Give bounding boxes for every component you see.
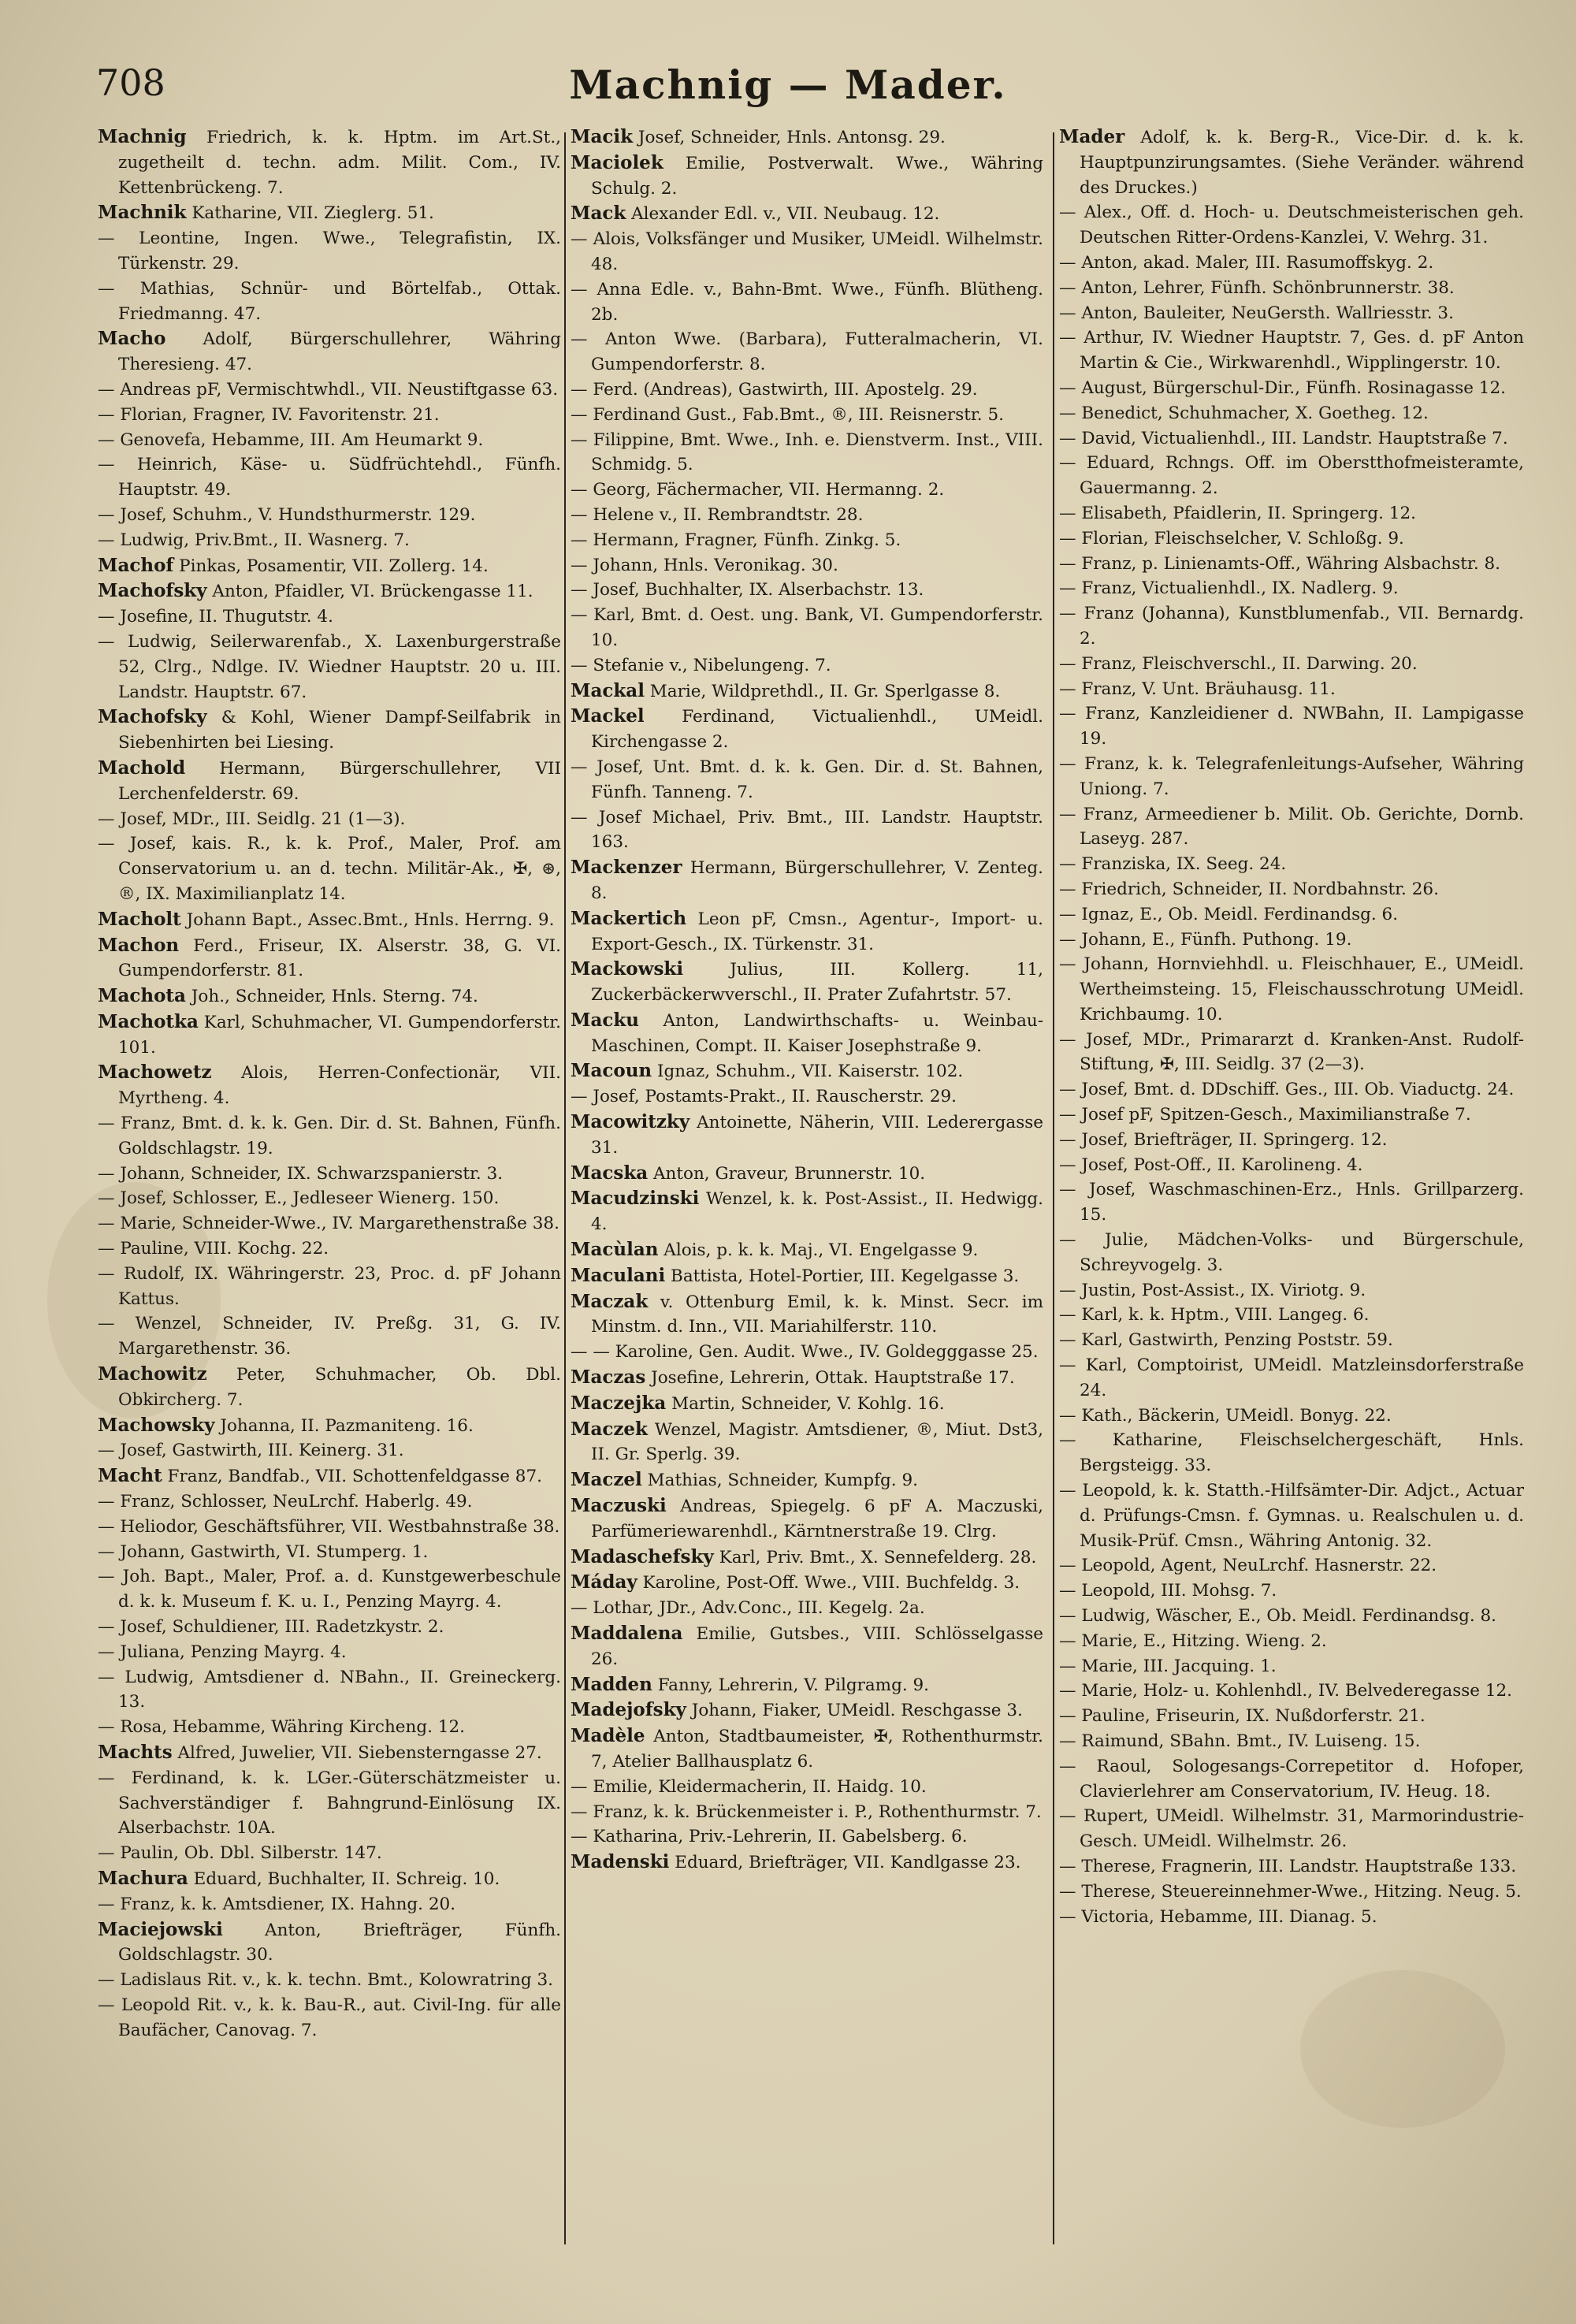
directory-entry: — Florian, Fleischselcher, V. Schloßg. 9. bbox=[1059, 528, 1404, 548]
directory-entry: — August, Bürgerschul-Dir., Fünfh. Rosinagasse 12. bbox=[1059, 377, 1506, 398]
directory-entry: Maczejka Martin, Schneider, V. Kohlg. 16. bbox=[571, 1392, 945, 1414]
column-divider bbox=[564, 132, 566, 2244]
directory-entry: Maciejowski Anton, Briefträger, Fünfh. Goldschlagstr. 30. bbox=[98, 1918, 561, 1965]
directory-entry: — Josefine, II. Thugutstr. 4. bbox=[98, 607, 333, 627]
directory-entry: — Heliodor, Geschäftsführer, VII. Westbahnstraße 38. bbox=[98, 1516, 560, 1537]
directory-entry: — Victoria, Hebamme, III. Dianag. 5. bbox=[1059, 1906, 1377, 1927]
directory-entry: Machof Pinkas, Posamentir, VII. Zollerg. 14. bbox=[98, 554, 489, 576]
directory-entry: Máday Karoline, Post-Off. Wwe., VIII. Buchfeldg. 3. bbox=[571, 1571, 1020, 1593]
directory-entry: — Franz (Johanna), Kunstblumenfab., VII. Bernardg. 2. bbox=[1059, 604, 1524, 649]
directory-entry: — Josef, Schuldiener, III. Radetzkystr. 2. bbox=[98, 1617, 444, 1638]
directory-entry: Machowetz Alois, Herren-Confectionär, VII. Myrtheng. 4. bbox=[98, 1062, 561, 1109]
directory-entry: — Josef, kais. R., k. k. Prof., Maler, Prof. am Conservatorium u. an d. techn. Militär-Ak., ✠, ⊛, ®, IX. Maximilianplatz 14. bbox=[98, 834, 561, 904]
directory-entry: Maddalena Emilie, Gutsbes., VIII. Schlösselgasse 26. bbox=[571, 1623, 1043, 1669]
directory-entry: Machofsky Anton, Pfaidler, VI. Brückengasse 11. bbox=[98, 580, 533, 602]
column-middle bbox=[571, 125, 1043, 2252]
directory-entry: — Benedict, Schuhmacher, X. Goetheg. 12. bbox=[1059, 403, 1429, 423]
directory-entry: — Franz, k. k. Telegrafenleitungs-Aufseher, Währing Uniong. 7. bbox=[1059, 753, 1524, 799]
directory-entry: — Ladislaus Rit. v., k. k. techn. Bmt., Kolowratring 3. bbox=[98, 1970, 553, 1991]
directory-entry: Macska Anton, Graveur, Brunnerstr. 10. bbox=[571, 1162, 926, 1184]
directory-entry: — Marie, Schneider-Wwe., IV. Margarethenstraße 38. bbox=[98, 1214, 559, 1234]
directory-entry: Mackenzer Hermann, Bürgerschullehrer, V. Zenteg. 8. bbox=[571, 857, 1043, 903]
directory-entry: — Andreas pF, Vermischtwhdl., VII. Neustiftgasse 63. bbox=[98, 379, 559, 400]
directory-entry: — Mathias, Schnür- und Börtelfab., Ottak. Friedmanng. 47. bbox=[98, 278, 561, 324]
page-number: 708 bbox=[96, 61, 165, 104]
directory-entry: Madaschefsky Karl, Priv. Bmt., X. Sennefelderg. 28. bbox=[571, 1545, 1037, 1567]
directory-entry: Mack Alexander Edl. v., VII. Neubaug. 12. bbox=[571, 203, 940, 225]
directory-entry: — Rupert, UMeidl. Wilhelmstr. 31, Marmorindustrie-Gesch. UMeidl. Wilhelmstr. 26. bbox=[1059, 1806, 1524, 1852]
directory-entry: Machon Ferd., Friseur, IX. Alserstr. 38, G. VI. Gumpendorferstr. 81. bbox=[98, 934, 561, 981]
directory-entry: Mackertich Leon pF, Cmsn., Agentur-, Import- u. Export-Gesch., IX. Türkenstr. 31. bbox=[571, 907, 1043, 954]
directory-entry: — Joh. Bapt., Maler, Prof. a. d. Kunstgewerbeschule d. k. k. Museum f. K. u. I., Penzing Mayrg. 4. bbox=[98, 1567, 561, 1612]
directory-entry: — Josef, Buchhalter, IX. Alserbachstr. 13. bbox=[571, 580, 924, 601]
directory-entry: Macùlan Alois, p. k. k. Maj., VI. Engelgasse 9. bbox=[571, 1239, 979, 1261]
directory-entry: Macoun Ignaz, Schuhm., VII. Kaiserstr. 102. bbox=[571, 1060, 964, 1082]
directory-entry: — Rudolf, IX. Währingerstr. 23, Proc. d. pF Johann Kattus. bbox=[98, 1263, 561, 1309]
directory-entry: — Ferdinand, k. k. LGer.-Güterschätzmeister u. Sachverständiger f. Bahngrund-Einlösung IX. Alserbachstr. 10A. bbox=[98, 1768, 561, 1839]
directory-entry: — Franz, Victualienhdl., IX. Nadlerg. 9. bbox=[1059, 578, 1399, 599]
directory-entry: — Karl, Comptoirist, UMeidl. Matzleinsdorferstraße 24. bbox=[1059, 1355, 1524, 1400]
directory-entry: Machotka Karl, Schuhmacher, VI. Gumpendorferstr. 101. bbox=[98, 1010, 561, 1058]
page-header bbox=[0, 61, 1576, 132]
directory-entry: Maczel Mathias, Schneider, Kumpfg. 9. bbox=[571, 1469, 918, 1491]
directory-entry: — Johann, Hnls. Veronikag. 30. bbox=[571, 555, 838, 575]
directory-entry: — Franziska, IX. Seeg. 24. bbox=[1059, 854, 1287, 875]
directory-entry: — Josef, Post-Off., II. Karolineng. 4. bbox=[1059, 1155, 1363, 1175]
directory-entry: Macowitzky Antoinette, Näherin, VIII. Lederergasse 31. bbox=[571, 1111, 1043, 1158]
directory-entry: — Genovefa, Hebamme, III. Am Heumarkt 9. bbox=[98, 429, 484, 450]
directory-entry: Macho Adolf, Bürgerschullehrer, Währing Theresieng. 47. bbox=[98, 328, 561, 375]
directory-entry: — Therese, Steuereinnehmer-Wwe., Hitzing. Neug. 5. bbox=[1059, 1881, 1522, 1902]
directory-entry: — Franz, V. Unt. Bräuhausg. 11. bbox=[1059, 679, 1336, 699]
directory-entry: — Heinrich, Käse- u. Südfrüchtehdl., Fünfh. Hauptstr. 49. bbox=[98, 455, 561, 500]
directory-entry: Machowitz Peter, Schuhmacher, Ob. Dbl. Obkircherg. 7. bbox=[98, 1363, 561, 1410]
directory-entry: — Anton Wwe. (Barbara), Futteralmacherin, VI. Gumpendorferstr. 8. bbox=[571, 329, 1043, 375]
directory-entry: — Anton, akad. Maler, III. Rasumoffskyg. 2. bbox=[1059, 252, 1434, 273]
directory-entry: — Anna Edle. v., Bahn-Bmt. Wwe., Fünfh. Blütheng. 2b. bbox=[571, 279, 1043, 325]
directory-entry: — Johann, Gastwirth, VI. Stumperg. 1. bbox=[98, 1541, 429, 1562]
directory-entry: — Wenzel, Schneider, IV. Preßg. 31, G. IV. Margarethenstr. 36. bbox=[98, 1314, 561, 1359]
directory-entry: — Johann, Hornviehhdl. u. Fleischhauer, E., UMeidl. Wertheimsteing. 15, Fleischausschrotung UMeidl. Krichbaumg. 10. bbox=[1059, 954, 1524, 1024]
directory-entry: — Raimund, SBahn. Bmt., IV. Luiseng. 15. bbox=[1059, 1731, 1421, 1751]
directory-entry: Mackowski Julius, III. Kollerg. 11, Zuckerbäckerwverschl., II. Prater Zufahrtstr. 57. bbox=[571, 958, 1043, 1006]
directory-entry: — Ludwig, Wäscher, E., Ob. Meidl. Ferdinandsg. 8. bbox=[1059, 1606, 1497, 1627]
directory-entry: Machofsky & Kohl, Wiener Dampf-Seilfabrik in Siebenhirten bei Liesing. bbox=[98, 706, 561, 753]
directory-entry: — Stefanie v., Nibelungeng. 7. bbox=[571, 655, 831, 675]
directory-entry: — Franz, Bmt. d. k. k. Gen. Dir. d. St. Bahnen, Fünfh. Goldschlagstr. 19. bbox=[98, 1114, 561, 1158]
directory-entry: — Hermann, Fragner, Fünfh. Zinkg. 5. bbox=[571, 530, 901, 550]
directory-entry: — Leopold, Agent, NeuLrchf. Hasnerstr. 22. bbox=[1059, 1556, 1437, 1576]
directory-entry: — Franz, Fleischverschl., II. Darwing. 20. bbox=[1059, 653, 1418, 674]
directory-entry: — Josef, Bmt. d. DDschiff. Ges., III. Ob. Viaductg. 24. bbox=[1059, 1080, 1515, 1100]
directory-entry: — Johann, Schneider, IX. Schwarzspanierstr. 3. bbox=[98, 1163, 504, 1184]
directory-entry: — Florian, Fragner, IV. Favoritenstr. 21. bbox=[98, 404, 440, 425]
directory-entry: — David, Victualienhdl., III. Landstr. Hauptstraße 7. bbox=[1059, 428, 1508, 448]
directory-entry: — Anton, Bauleiter, NeuGersth. Wallriesstr. 3. bbox=[1059, 303, 1454, 323]
directory-entry: — Josef, MDr., III. Seidlg. 21 (1—3). bbox=[98, 809, 406, 829]
directory-entry: Maculani Battista, Hotel-Portier, III. Kegelgasse 3. bbox=[571, 1264, 1020, 1286]
directory-entry: — Franz, p. Linienamts-Off., Währing Alsbachstr. 8. bbox=[1059, 553, 1501, 574]
directory-entry: Machowsky Johanna, II. Pazmaniteng. 16. bbox=[98, 1414, 474, 1436]
directory-entry: — Anton, Lehrer, Fünfh. Schönbrunnerstr. 38. bbox=[1059, 277, 1455, 298]
directory-entry: — Rosa, Hebamme, Währing Kircheng. 12. bbox=[98, 1717, 465, 1738]
directory-entry: — Franz, Schlosser, NeuLrchf. Haberlg. 49. bbox=[98, 1492, 473, 1512]
directory-entry: — Ignaz, E., Ob. Meidl. Ferdinandsg. 6. bbox=[1059, 904, 1399, 924]
directory-entry: — Josef, Postamts-Prakt., II. Rauscherstr. 29. bbox=[571, 1087, 957, 1107]
directory-entry: — Pauline, VIII. Kochg. 22. bbox=[98, 1239, 329, 1259]
directory-entry: Machota Joh., Schneider, Hnls. Sterng. 74. bbox=[98, 985, 478, 1007]
directory-entry: — Raoul, Sologesangs-Correpetitor d. Hofoper, Clavierlehrer am Conservatorium, IV. Heug. 18. bbox=[1059, 1756, 1524, 1802]
directory-entry: — Georg, Fächermacher, VII. Hermanng. 2. bbox=[571, 480, 945, 500]
directory-entry: Madenski Eduard, Briefträger, VII. Kandlgasse 23. bbox=[571, 1851, 1021, 1873]
directory-entry: — Ludwig, Priv.Bmt., II. Wasnerg. 7. bbox=[98, 530, 410, 550]
directory-entry: — Marie, III. Jacquing. 1. bbox=[1059, 1656, 1277, 1676]
directory-entry: Madèle Anton, Stadtbaumeister, ✠, Rothenthurmstr. 7, Atelier Ballhausplatz 6. bbox=[571, 1725, 1043, 1772]
directory-entry: — Josef, MDr., Primararzt d. Kranken-Anst. Rudolf-Stiftung, ✠, III. Seidlg. 37 (2—3). bbox=[1059, 1029, 1524, 1075]
directory-entry: Mackal Marie, Wildprethdl., II. Gr. Sperlgasse 8. bbox=[571, 679, 1001, 701]
directory-entry: — Filippine, Bmt. Wwe., Inh. e. Dienstverm. Inst., VIII. Schmidg. 5. bbox=[571, 429, 1043, 475]
directory-entry: — Leopold, III. Mohsg. 7. bbox=[1059, 1581, 1277, 1601]
directory-entry: — Josef, Gastwirth, III. Keinerg. 31. bbox=[98, 1441, 404, 1461]
directory-entry: — Karl, Bmt. d. Oest. ung. Bank, VI. Gumpendorferstr. 10. bbox=[571, 605, 1043, 650]
directory-entry: — Leopold, k. k. Statth.-Hilfsämter-Dir. Adjct., Actuar d. Prüfungs-Cmsn. f. Gymnas. u. Realschulen u. d. Musik-Prüf. Cmsn., Währing Antonig. 32. bbox=[1059, 1481, 1524, 1551]
directory-entry: — Helene v., II. Rembrandtstr. 28. bbox=[571, 504, 864, 525]
directory-entry: Madejofsky Johann, Fiaker, UMeidl. Reschgasse 3. bbox=[571, 1699, 1023, 1721]
directory-entry: — Franz, k. k. Amtsdiener, IX. Hahng. 20. bbox=[98, 1894, 456, 1914]
directory-entry: Mader Adolf, k. k. Berg-R., Vice-Dir. d. k. k. Hauptpunzirungsamtes. (Siehe Veränder. während des Druckes.) bbox=[1059, 126, 1524, 198]
page-title: Machnig — Mader. bbox=[569, 61, 1007, 108]
directory-entry: — Marie, E., Hitzing. Wieng. 2. bbox=[1059, 1631, 1327, 1651]
column-divider bbox=[1053, 132, 1054, 2244]
directory-entry: — Elisabeth, Pfaidlerin, II. Springerg. 12. bbox=[1059, 503, 1416, 523]
directory-entry: — Paulin, Ob. Dbl. Silberstr. 147. bbox=[98, 1843, 382, 1864]
directory-entry: — Katharina, Priv.-Lehrerin, II. Gabelsberg. 6. bbox=[571, 1827, 968, 1847]
directory-entry: — Pauline, Friseurin, IX. Nußdorferstr. 21. bbox=[1059, 1706, 1425, 1727]
directory-entry: Madden Fanny, Lehrerin, V. Pilgramg. 9. bbox=[571, 1673, 930, 1695]
directory-entry: Macku Anton, Landwirthschafts- u. Weinbau-Maschinen, Compt. II. Kaiser Josephstraße 9. bbox=[571, 1009, 1043, 1056]
directory-entry: — Alois, Volksfänger und Musiker, UMeidl. Wilhelmstr. 48. bbox=[571, 229, 1043, 274]
directory-entry: Macik Josef, Schneider, Hnls. Antonsg. 29. bbox=[571, 126, 946, 147]
directory-entry: — Lothar, JDr., Adv.Conc., III. Kegelg. 2a. bbox=[571, 1598, 925, 1619]
directory-entry: Macudzinski Wenzel, k. k. Post-Assist., II. Hedwigg. 4. bbox=[571, 1188, 1043, 1235]
directory-entry: Macholt Johann Bapt., Assec.Bmt., Hnls. Herrng. 9. bbox=[98, 908, 555, 930]
directory-entry: — Johann, E., Fünfh. Puthong. 19. bbox=[1059, 929, 1352, 950]
directory-entry: — Friedrich, Schneider, II. Nordbahnstr. 26. bbox=[1059, 879, 1439, 899]
directory-entry: Maczak v. Ottenburg Emil, k. k. Minst. Secr. im Minstm. d. Inn., VII. Mariahilferstr. 110. bbox=[571, 1290, 1043, 1337]
column-left bbox=[98, 125, 561, 2252]
directory-entry: — Emilie, Kleidermacherin, II. Haidg. 10. bbox=[571, 1776, 927, 1797]
directory-entry: Machnik Katharine, VII. Zieglerg. 51. bbox=[98, 202, 434, 224]
directory-entry: — Leontine, Ingen. Wwe., Telegrafistin, IX. Türkenstr. 29. bbox=[98, 229, 561, 273]
directory-entry: Machnig Friedrich, k. k. Hptm. im Art.St., zugetheilt d. techn. adm. Milit. Com., IV. Kettenbrückeng. 7. bbox=[98, 126, 561, 198]
directory-entry: — Leopold Rit. v., k. k. Bau-R., aut. Civil-Ing. für alle Baufächer, Canovag. 7. bbox=[98, 1995, 561, 2040]
directory-entry: — — Karoline, Gen. Audit. Wwe., IV. Goldegggasse 25. bbox=[571, 1342, 1039, 1363]
directory-entry: — Julie, Mädchen-Volks- und Bürgerschule, Schreyvogelg. 3. bbox=[1059, 1230, 1524, 1275]
directory-entry: Machts Alfred, Juwelier, VII. Siebensterngasse 27. bbox=[98, 1742, 542, 1763]
directory-entry: — Ludwig, Seilerwarenfab., X. Laxenburgerstraße 52, Clrg., Ndlge. IV. Wiedner Hauptstr. 20 u. III. Landstr. Hauptstr. 67. bbox=[98, 631, 561, 702]
directory-entry: — Marie, Holz- u. Kohlenhdl., IV. Belvederegasse 12. bbox=[1059, 1681, 1513, 1701]
directory-entry: Machold Hermann, Bürgerschullehrer, VII Lerchenfelderstr. 69. bbox=[98, 757, 561, 804]
directory-entry: Mackel Ferdinand, Victualienhdl., UMeidl. Kirchengasse 2. bbox=[571, 705, 1043, 753]
directory-entry: — Arthur, IV. Wiedner Hauptstr. 7, Ges. d. pF Anton Martin & Cie., Wirkwarenhdl., Wipplingerstr. 10. bbox=[1059, 328, 1524, 374]
directory-entry: Machura Eduard, Buchhalter, II. Schreig. 10. bbox=[98, 1867, 500, 1889]
directory-entry: — Franz, Armeediener b. Milit. Ob. Gerichte, Dornb. Laseyg. 287. bbox=[1059, 804, 1524, 850]
directory-entry: — Karl, k. k. Hptm., VIII. Langeg. 6. bbox=[1059, 1305, 1370, 1326]
directory-entry: Maczas Josefine, Lehrerin, Ottak. Hauptstraße 17. bbox=[571, 1367, 1015, 1389]
directory-entry: — Josef, Schlosser, E., Jedleseer Wienerg. 150. bbox=[98, 1188, 500, 1209]
directory-entry: — Josef, Briefträger, II. Springerg. 12. bbox=[1059, 1129, 1388, 1150]
directory-entry: — Juliana, Penzing Mayrg. 4. bbox=[98, 1642, 347, 1662]
directory-entry: — Ferdinand Gust., Fab.Bmt., ®, III. Reisnerstr. 5. bbox=[571, 404, 1004, 425]
directory-entry: — Kath., Bäckerin, UMeidl. Bonyg. 22. bbox=[1059, 1405, 1392, 1426]
column-right bbox=[1059, 125, 1524, 2252]
directory-entry: Maczuski Andreas, Spiegelg. 6 pF A. Maczuski, Parfümeriewarenhdl., Kärntnerstraße 19. Clrg. bbox=[571, 1495, 1043, 1541]
directory-entry: Maczek Wenzel, Magistr. Amtsdiener, ®, Miut. Dst3, II. Gr. Sperlg. 39. bbox=[571, 1418, 1043, 1465]
directory-entry: — Franz, Kanzleidiener d. NWBahn, II. Lampigasse 19. bbox=[1059, 704, 1524, 749]
directory-entry: — Josef, Unt. Bmt. d. k. k. Gen. Dir. d. St. Bahnen, Fünfh. Tanneng. 7. bbox=[571, 757, 1043, 802]
directory-entry: — Alex., Off. d. Hoch- u. Deutschmeisterischen geh. Deutschen Ritter-Ordens-Kanzlei, V. Wehrg. 31. bbox=[1059, 203, 1524, 248]
directory-entry: — Josef Michael, Priv. Bmt., III. Landstr. Hauptstr. 163. bbox=[571, 807, 1043, 853]
directory-entry: — Ferd. (Andreas), Gastwirth, III. Apostelg. 29. bbox=[571, 379, 978, 400]
directory-entry: Macht Franz, Bandfab., VII. Schottenfeldgasse 87. bbox=[98, 1465, 542, 1487]
directory-entry: — Josef pF, Spitzen-Gesch., Maximilianstraße 7. bbox=[1059, 1105, 1471, 1125]
directory-entry: Maciolek Emilie, Postverwalt. Wwe., Währing Schulg. 2. bbox=[571, 151, 1043, 199]
directory-entry: — Justin, Post-Assist., IX. Viriotg. 9. bbox=[1059, 1280, 1366, 1300]
directory-entry: — Franz, k. k. Brückenmeister i. P., Rothenthurmstr. 7. bbox=[571, 1802, 1042, 1822]
directory-entry: — Therese, Fragnerin, III. Landstr. Hauptstraße 133. bbox=[1059, 1856, 1517, 1876]
directory-entry: — Eduard, Rchngs. Off. im Oberstthofmeisteramte, Gauermanng. 2. bbox=[1059, 453, 1524, 499]
directory-entry: — Josef, Waschmaschinen-Erz., Hnls. Grillparzerg. 15. bbox=[1059, 1180, 1524, 1225]
directory-entry: — Ludwig, Amtsdiener d. NBahn., II. Greineckerg. 13. bbox=[98, 1667, 561, 1712]
directory-entry: — Katharine, Fleischselchergeschäft, Hnls. Bergsteigg. 33. bbox=[1059, 1430, 1524, 1476]
directory-entry: — Josef, Schuhm., V. Hundsthurmerstr. 129. bbox=[98, 504, 476, 525]
directory-entry: — Karl, Gastwirth, Penzing Poststr. 59. bbox=[1059, 1330, 1393, 1351]
